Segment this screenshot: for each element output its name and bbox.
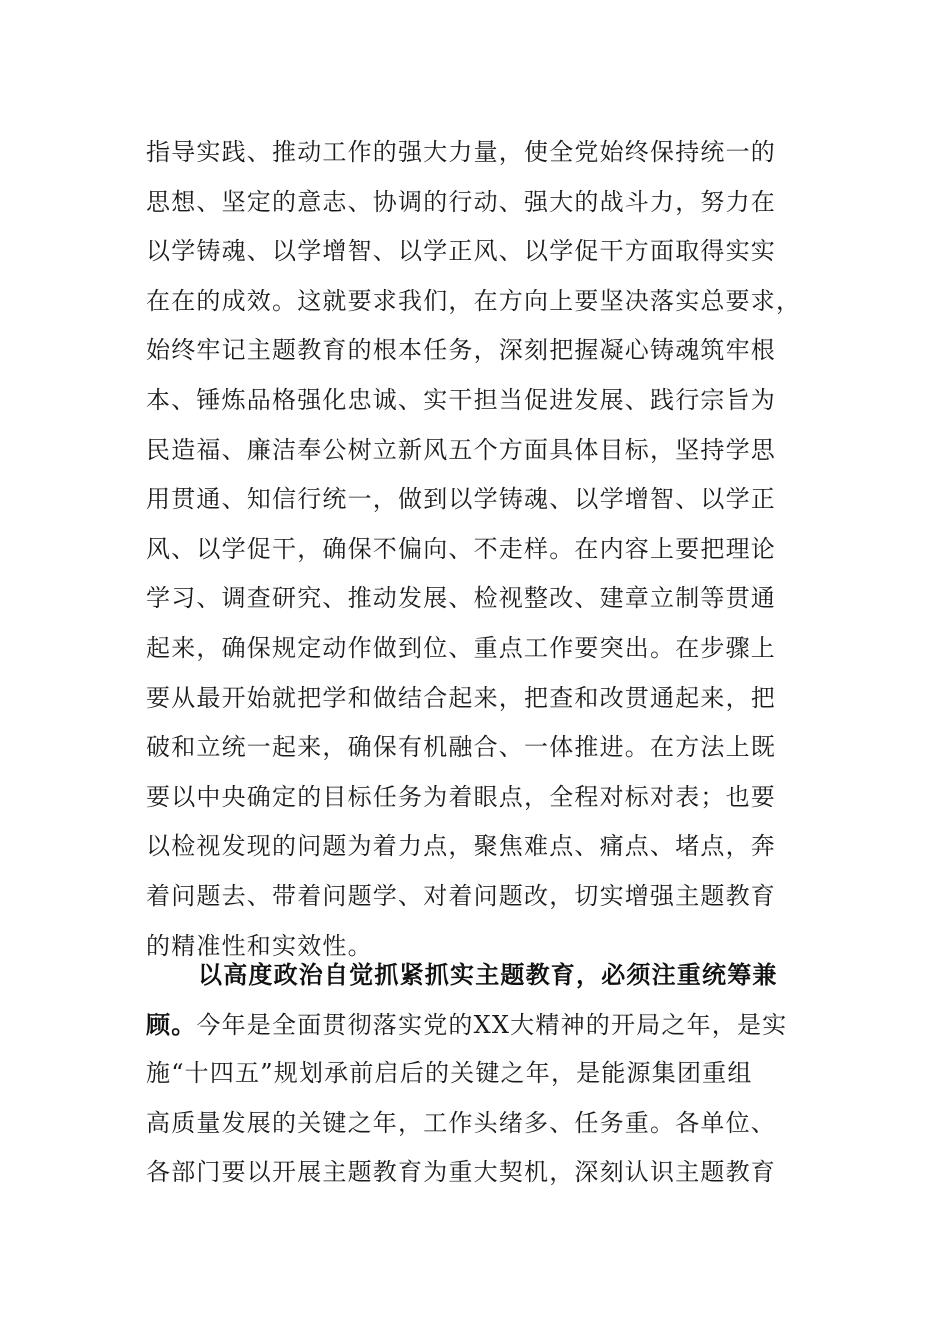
paragraph-line: 在在的成效。这就要求我们，在方向上要坚决落实总要求，: [146, 286, 802, 315]
paragraph-line: 指导实践、推动工作的强大力量，使全党始终保持统一的: [146, 138, 776, 166]
body-paragraph-1: [146, 128, 806, 971]
paragraph-line: 以检视发现的问题为着力点，聚焦难点、痛点、堵点，奔: [146, 832, 776, 861]
paragraph-line: 着问题去、带着问题学、对着问题改，切实增强主题教育: [146, 881, 776, 910]
body-paragraph-2: [146, 950, 806, 1198]
paragraph-heading: 以高度政治自觉抓紧抓实主题教育，必须注重统筹兼: [198, 960, 778, 989]
paragraph-line: 本、锤炼品格强化忠诚、实干担当促进发展、践行宗旨为: [146, 385, 776, 414]
paragraph-line: 以学铸魂、以学增智、以学正风、以学促干方面取得实实: [146, 237, 776, 266]
paragraph-line: 民造福、廉洁奉公树立新风五个方面具体目标，坚持学思: [146, 435, 776, 464]
paragraph-line: 学习、调查研究、推动发展、检视整改、建章立制等贯通: [146, 584, 776, 613]
paragraph-line: 施“十四五”规划承前启后的关键之年，是能源集团重组: [146, 1059, 753, 1088]
paragraph-heading-tail: 顾。: [146, 1009, 197, 1039]
paragraph-line: 风、以学促干，确保不偏向、不走样。在内容上要把理论: [146, 534, 776, 563]
paragraph-line: 用贯通、知信行统一，做到以学铸魂、以学增智、以学正: [146, 485, 776, 514]
paragraph-line: 思想、坚定的意志、协调的行动、强大的战斗力，努力在: [146, 187, 776, 216]
paragraph-line: 破和立统一起来，确保有机融合、一体推进。在方法上既: [146, 733, 776, 762]
paragraph-line: [146, 1000, 806, 1050]
paragraph-line: 要从最开始就把学和做结合起来，把查和改贯通起来，把: [146, 683, 776, 712]
paragraph-line: 始终牢记主题教育的根本任务，深刻把握凝心铸魂筑牢根: [146, 336, 776, 365]
paragraph-line-rest: 今年是全面贯彻落实党的XX大精神的开局之年，是实: [196, 1010, 788, 1039]
paragraph-line: 各部门要以开展主题教育为重大契机，深刻认识主题教育: [146, 1158, 776, 1187]
paragraph-line: 的精准性和实效性。: [146, 931, 373, 960]
paragraph-line: 起来，确保规定动作做到位、重点工作要突出。在步骤上: [146, 633, 776, 662]
paragraph-line: 高质量发展的关键之年，工作头绪多、任务重。各单位、: [146, 1108, 776, 1137]
paragraph-line: 要以中央确定的目标任务为着眼点，全程对标对表；也要: [146, 782, 776, 811]
